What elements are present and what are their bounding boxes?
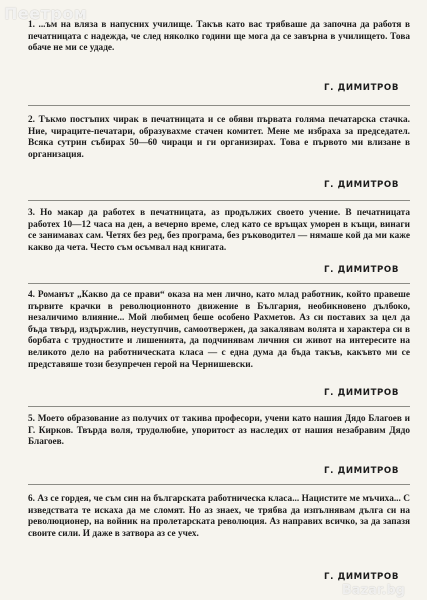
quote-section-5 [28,414,410,449]
quote-section-4 [28,290,410,371]
quote-text-2: 2. Тъкмо постъпих чирак в печатницата и се обяви първата голяма печатарска стачка. Ние, чираците-печатари, образувахме стачен комитет. Мене ме избраха за председател. Всяка сутрин събирах 50—60 чираци и ги организирах. Това е първото ми влизане в организация. [28,115,410,160]
signature-2: Г. ДИМИТРОВ [324,180,399,190]
quote-section-3 [28,208,410,254]
quote-text-3: 3. Но макар да работех в печатницата, аз продължих своето учение. В печатницата работех 10—12 часа на ден, а вечерно време, след като се връщах уморен в къщи, винаги се занимавах сам. Четях без ред, без програма, без ръководител — нямаше кой да ми каже какво да чета. Често съм осъмвал над книгата. [28,208,410,253]
signature-4: Г. ДИМИТРОВ [324,388,399,398]
quote-text-4: 4. Романът „Какво да се прави“ оказа на мен лично, като млад работник, който правеше първите крачки в революционното движение в България, необикновено дълбоко, незаличимо влияние... Мой любимец беше особено Рахметов. Аз си поставих за цел да бъда твърд, издържлив, неуступчив, самоотвержен, да закалявам волята и характера си в борбата с трудностите и лишенията, да подчинявам личния си живот на интересите на великото дело на работническата класа — с една дума да бъда такъв, какъвто ми се представяше този безупречен герой на Чернишевски. [28,290,410,370]
watermark-bottom: Bazar.bg [341,583,405,598]
quote-text-6: 6. Аз се гордея, че съм син на българската работническа класа... Нацистите ме мъчиха... С изведствата те искаха да ме сломят. Но аз знаех, че трябва да изпълнявам дълга си на революционер, на войник на пролетарската революция. Аз направих всичко, за да запазя своите сили. И даже в затвора аз се учех. [28,494,410,539]
signature-5: Г. ДИМИТРОВ [324,466,399,476]
quote-section-2 [28,115,410,161]
divider-4 [28,406,410,407]
divider-5 [28,484,410,485]
divider-3 [28,283,410,284]
quote-text-5: 5. Моето образование аз получих от такива професори, учени като нашия Дядо Благоев и Г. Кирков. Твърда воля, трудолюбие, упоритост аз наследих от нашия незабравим Дядо Благоев. [28,414,410,448]
watermark-top: Пеетром [4,4,88,23]
divider-1 [28,105,410,106]
signature-3: Г. ДИМИТРОВ [324,265,399,275]
signature-6: Г. ДИМИТРОВ [324,572,399,582]
quote-section-1 [28,20,410,55]
signature-1: Г. ДИМИТРОВ [324,83,399,93]
quote-text-1: 1. ...ъм на вляза в напусних училище. Такъв като вас трябваше да започна да работя в печатницата с надежда, че след няколко години ще мога да се завърна в училището. Това обаче не ми се удаде. [28,20,410,54]
quote-section-6 [28,494,410,540]
divider-2 [28,200,410,201]
